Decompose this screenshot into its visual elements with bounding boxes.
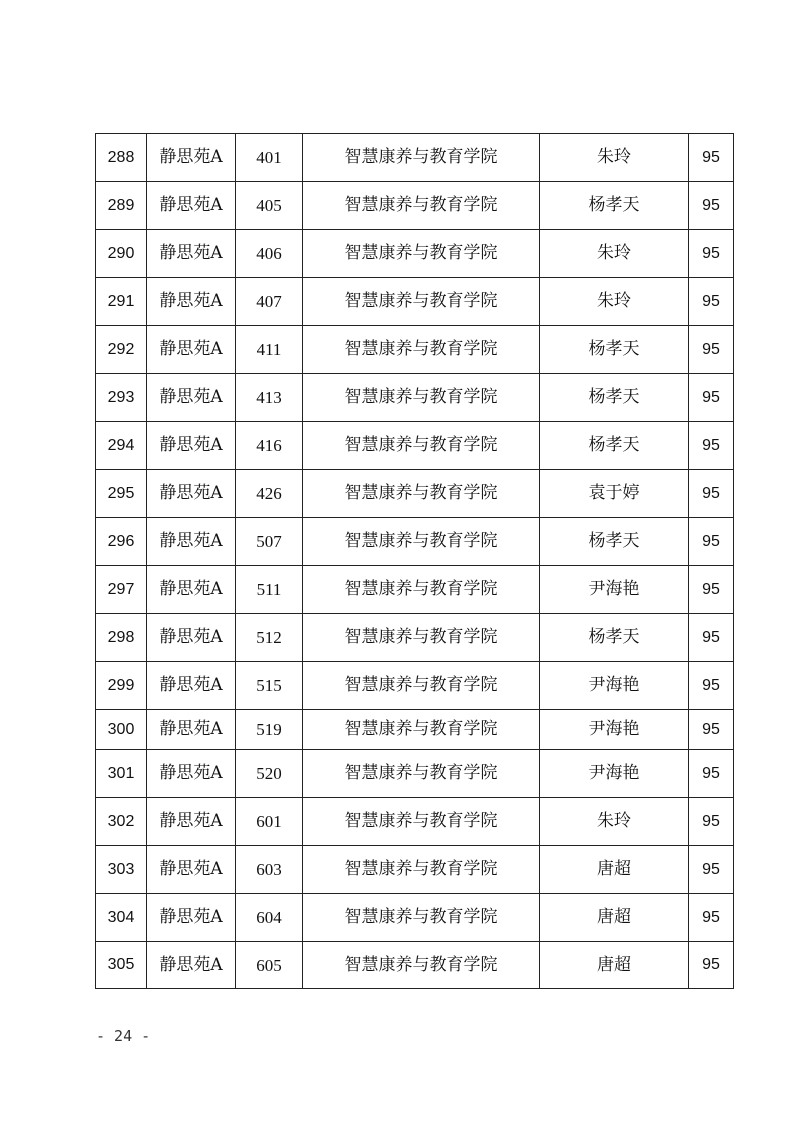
cell-score: 95 <box>689 182 734 230</box>
cell-building: 静思苑A <box>147 278 236 326</box>
table-row <box>96 278 734 326</box>
cell-college: 智慧康养与教育学院 <box>303 846 540 894</box>
cell-college: 智慧康养与教育学院 <box>303 798 540 846</box>
cell-room: 520 <box>236 750 303 798</box>
cell-score: 95 <box>689 518 734 566</box>
cell-score: 95 <box>689 230 734 278</box>
cell-index: 304 <box>96 894 147 942</box>
cell-teacher: 尹海艳 <box>540 750 689 798</box>
cell-building: 静思苑A <box>147 470 236 518</box>
cell-score: 95 <box>689 710 734 750</box>
table-row <box>96 230 734 278</box>
cell-index: 294 <box>96 422 147 470</box>
cell-room: 601 <box>236 798 303 846</box>
cell-teacher: 袁于婷 <box>540 470 689 518</box>
dormitory-score-table <box>95 133 734 989</box>
cell-college: 智慧康养与教育学院 <box>303 278 540 326</box>
table-row <box>96 422 734 470</box>
cell-teacher: 杨孝天 <box>540 614 689 662</box>
cell-index: 300 <box>96 710 147 750</box>
cell-index: 297 <box>96 566 147 614</box>
table-row <box>96 942 734 989</box>
table-row <box>96 470 734 518</box>
cell-building: 静思苑A <box>147 614 236 662</box>
cell-index: 302 <box>96 798 147 846</box>
cell-score: 95 <box>689 846 734 894</box>
cell-building: 静思苑A <box>147 518 236 566</box>
cell-index: 305 <box>96 942 147 989</box>
cell-college: 智慧康养与教育学院 <box>303 134 540 182</box>
cell-room: 416 <box>236 422 303 470</box>
cell-score: 95 <box>689 894 734 942</box>
cell-score: 95 <box>689 374 734 422</box>
cell-building: 静思苑A <box>147 942 236 989</box>
cell-teacher: 唐超 <box>540 894 689 942</box>
cell-index: 288 <box>96 134 147 182</box>
cell-room: 507 <box>236 518 303 566</box>
cell-teacher: 杨孝天 <box>540 422 689 470</box>
cell-room: 413 <box>236 374 303 422</box>
cell-college: 智慧康养与教育学院 <box>303 470 540 518</box>
cell-index: 291 <box>96 278 147 326</box>
cell-teacher: 杨孝天 <box>540 518 689 566</box>
cell-teacher: 杨孝天 <box>540 182 689 230</box>
cell-teacher: 朱玲 <box>540 134 689 182</box>
cell-score: 95 <box>689 422 734 470</box>
cell-college: 智慧康养与教育学院 <box>303 614 540 662</box>
cell-building: 静思苑A <box>147 662 236 710</box>
cell-college: 智慧康养与教育学院 <box>303 326 540 374</box>
cell-room: 401 <box>236 134 303 182</box>
cell-teacher: 朱玲 <box>540 230 689 278</box>
cell-room: 515 <box>236 662 303 710</box>
table-row <box>96 798 734 846</box>
cell-index: 301 <box>96 750 147 798</box>
cell-college: 智慧康养与教育学院 <box>303 894 540 942</box>
table-row <box>96 846 734 894</box>
cell-college: 智慧康养与教育学院 <box>303 518 540 566</box>
table-body <box>96 134 734 989</box>
cell-teacher: 唐超 <box>540 846 689 894</box>
cell-college: 智慧康养与教育学院 <box>303 750 540 798</box>
cell-room: 426 <box>236 470 303 518</box>
cell-teacher: 唐超 <box>540 942 689 989</box>
cell-index: 290 <box>96 230 147 278</box>
cell-building: 静思苑A <box>147 182 236 230</box>
cell-room: 603 <box>236 846 303 894</box>
cell-teacher: 杨孝天 <box>540 374 689 422</box>
cell-teacher: 朱玲 <box>540 278 689 326</box>
cell-room: 411 <box>236 326 303 374</box>
cell-teacher: 尹海艳 <box>540 566 689 614</box>
cell-index: 303 <box>96 846 147 894</box>
cell-teacher: 朱玲 <box>540 798 689 846</box>
cell-teacher: 杨孝天 <box>540 326 689 374</box>
cell-building: 静思苑A <box>147 374 236 422</box>
cell-college: 智慧康养与教育学院 <box>303 422 540 470</box>
cell-index: 299 <box>96 662 147 710</box>
cell-index: 298 <box>96 614 147 662</box>
cell-score: 95 <box>689 662 734 710</box>
cell-building: 静思苑A <box>147 750 236 798</box>
cell-index: 293 <box>96 374 147 422</box>
cell-college: 智慧康养与教育学院 <box>303 230 540 278</box>
cell-college: 智慧康养与教育学院 <box>303 662 540 710</box>
cell-building: 静思苑A <box>147 566 236 614</box>
cell-college: 智慧康养与教育学院 <box>303 182 540 230</box>
cell-score: 95 <box>689 566 734 614</box>
cell-college: 智慧康养与教育学院 <box>303 566 540 614</box>
cell-building: 静思苑A <box>147 846 236 894</box>
cell-building: 静思苑A <box>147 134 236 182</box>
cell-index: 296 <box>96 518 147 566</box>
cell-score: 95 <box>689 470 734 518</box>
table-row <box>96 614 734 662</box>
cell-room: 605 <box>236 942 303 989</box>
cell-room: 604 <box>236 894 303 942</box>
cell-score: 95 <box>689 278 734 326</box>
cell-score: 95 <box>689 942 734 989</box>
cell-index: 292 <box>96 326 147 374</box>
table-row <box>96 182 734 230</box>
cell-teacher: 尹海艳 <box>540 662 689 710</box>
cell-college: 智慧康养与教育学院 <box>303 710 540 750</box>
cell-score: 95 <box>689 134 734 182</box>
table-row <box>96 134 734 182</box>
cell-room: 406 <box>236 230 303 278</box>
table-row <box>96 566 734 614</box>
cell-score: 95 <box>689 798 734 846</box>
cell-score: 95 <box>689 326 734 374</box>
cell-score: 95 <box>689 614 734 662</box>
cell-building: 静思苑A <box>147 894 236 942</box>
cell-score: 95 <box>689 750 734 798</box>
table-row <box>96 894 734 942</box>
cell-college: 智慧康养与教育学院 <box>303 374 540 422</box>
cell-building: 静思苑A <box>147 798 236 846</box>
cell-building: 静思苑A <box>147 326 236 374</box>
cell-room: 407 <box>236 278 303 326</box>
cell-building: 静思苑A <box>147 230 236 278</box>
table-row <box>96 326 734 374</box>
table-row <box>96 374 734 422</box>
cell-index: 289 <box>96 182 147 230</box>
cell-building: 静思苑A <box>147 710 236 750</box>
table-row <box>96 518 734 566</box>
page-number: - 24 - <box>96 1027 151 1045</box>
cell-room: 511 <box>236 566 303 614</box>
cell-room: 405 <box>236 182 303 230</box>
cell-teacher: 尹海艳 <box>540 710 689 750</box>
cell-building: 静思苑A <box>147 422 236 470</box>
cell-room: 512 <box>236 614 303 662</box>
cell-college: 智慧康养与教育学院 <box>303 942 540 989</box>
table-row <box>96 750 734 798</box>
cell-room: 519 <box>236 710 303 750</box>
table-row <box>96 710 734 750</box>
table-row <box>96 662 734 710</box>
cell-index: 295 <box>96 470 147 518</box>
